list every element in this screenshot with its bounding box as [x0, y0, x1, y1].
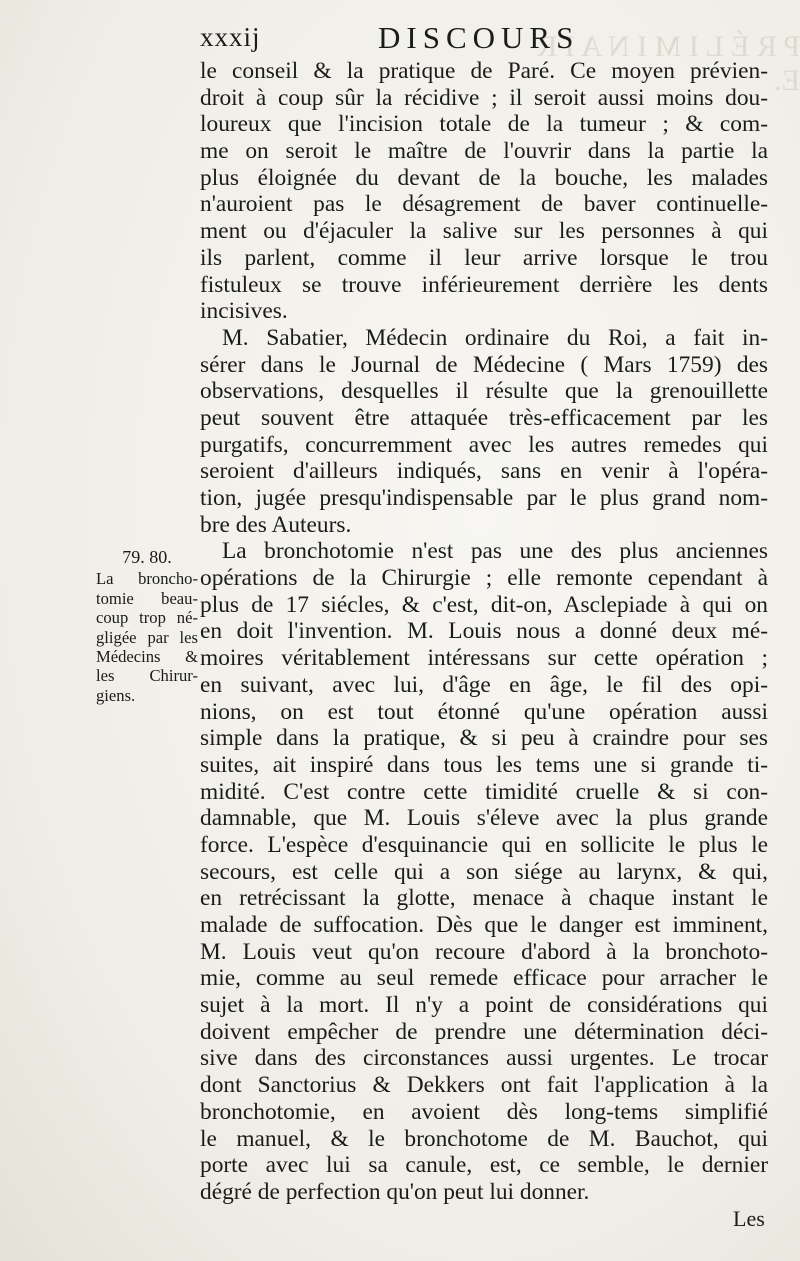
body-text [200, 58, 768, 1206]
paragraph [200, 325, 768, 539]
text-line: observations, desquelles il résulte que la grenouillette [200, 378, 768, 405]
text-line: ils parlent, comme il leur arrive lorsque le trou [200, 244, 768, 271]
text-line: doivent empêcher de prendre une détermination déci- [200, 1018, 768, 1045]
text-line: moires véritablement intéressans sur cette opération ; [200, 645, 768, 672]
margin-note-line: La broncho- [96, 569, 198, 589]
text-line: me on seroit le maître de l'ouvrir dans la partie la [200, 138, 768, 165]
text-line: suites, ait inspiré dans tous les tems une si grande ti- [200, 751, 768, 778]
text-line: ment ou d'éjaculer la salive sur les personnes à qui [200, 218, 768, 245]
text-line: sive dans des circonstances aussi urgentes. Le trocar [200, 1045, 768, 1072]
margin-note [96, 548, 198, 705]
text-line: purgatifs, concurremment avec les autres remedes qui [200, 431, 768, 458]
text-line: M. Louis veut qu'on recoure d'abord à la bronchoto- [200, 938, 768, 965]
text-line: sujet à la mort. Il n'y a point de considérations qui [200, 992, 768, 1019]
text-line: nions, on est tout étonné qu'une opération aussi [200, 698, 768, 725]
text-line: dégré de perfection qu'on peut lui donner. [200, 1178, 590, 1205]
text-line: La bronchotomie n'est pas une des plus anciennes [222, 538, 768, 565]
text-line: n'auroient pas le désagrement de baver continuelle- [200, 191, 768, 218]
text-line: tion, jugée presqu'indispensable par le plus grand nom- [200, 485, 768, 511]
text-line: mie, comme au seul remede efficace pour arracher le [200, 965, 768, 992]
text-line: le conseil & la pratique de Paré. Ce moyen prévien- [200, 58, 768, 84]
text-line: bronchotomie, en avoient dès long-tems simplifié [200, 1098, 768, 1125]
text-line: bre des Auteurs. [200, 511, 352, 538]
text-line: le manuel, & le bronchotome de M. Bauchot, qui [200, 1125, 768, 1152]
margin-note-line: giens. [96, 685, 136, 705]
text-line: secours, est celle qui a son siége au larynx, & qui, [200, 858, 768, 885]
margin-note-line: tomie beau- [96, 588, 198, 608]
text-line: incisives. [200, 298, 288, 325]
text-line: en doit l'invention. M. Louis nous a donné deux mé- [200, 618, 768, 645]
page-header-title: DISCOURS [378, 20, 580, 55]
margin-note-line: gligée par les [96, 627, 198, 647]
text-line: peut souvent être attaquée très-efficacement par les [200, 404, 768, 431]
text-line: damnable, que M. Louis s'éleve avec la plus grande [200, 805, 768, 832]
paragraph [200, 58, 768, 325]
show-through-ghost-text: P R É L I M I N A I R E. [537, 30, 800, 97]
text-line: opérations de la Chirurgie ; elle remonte cependant à [200, 565, 768, 592]
catchword: Les [733, 1206, 765, 1231]
margin-note-reference: 79. 80. [122, 547, 172, 567]
text-line: malade de suffocation. Dès que le danger est imminent, [200, 912, 768, 938]
text-line: seroient d'ailleurs indiqués, sans en venir à l'opéra- [200, 458, 768, 485]
text-line: plus de 17 siécles, & c'est, dit-on, Asclepiade à qui on [200, 591, 768, 618]
text-line: fistuleux se trouve inférieurement derrière les dents [200, 271, 768, 298]
text-line: en retrécissant la glotte, menace à chaque instant le [200, 885, 768, 912]
text-line: simple dans la pratique, & si peu à craindre pour ses [200, 725, 768, 752]
text-line: plus éloignée du devant de la bouche, les malades [200, 164, 768, 191]
text-line: porte avec lui sa canule, est, ce semble, le dernier [200, 1152, 768, 1179]
margin-note-line: les Chirur- [96, 666, 198, 686]
running-head [200, 20, 770, 60]
text-line: droit à coup sûr la récidive ; il seroit aussi moins dou- [200, 84, 768, 111]
text-line: midité. C'est contre cette timidité cruelle & si con- [200, 778, 768, 805]
text-line: force. L'espèce d'esquinancie qui en sollicite le plus le [200, 831, 768, 858]
margin-note-line: coup trop né- [96, 608, 198, 628]
text-line: M. Sabatier, Médecin ordinaire du Roi, a fait in- [222, 324, 768, 351]
text-line: en suivant, avec lui, d'âge en âge, le fil des opi- [200, 671, 768, 698]
page-number: xxxij [200, 22, 261, 52]
margin-note-line: Médecins & [96, 647, 198, 667]
paragraph [200, 538, 768, 1205]
text-line: dont Sanctorius & Dekkers ont fait l'application à la [200, 1072, 768, 1099]
text-line: sérer dans le Journal de Médecine ( Mars 1759) des [200, 351, 768, 378]
text-line: loureux que l'incision totale de la tumeur ; & com- [200, 111, 768, 138]
